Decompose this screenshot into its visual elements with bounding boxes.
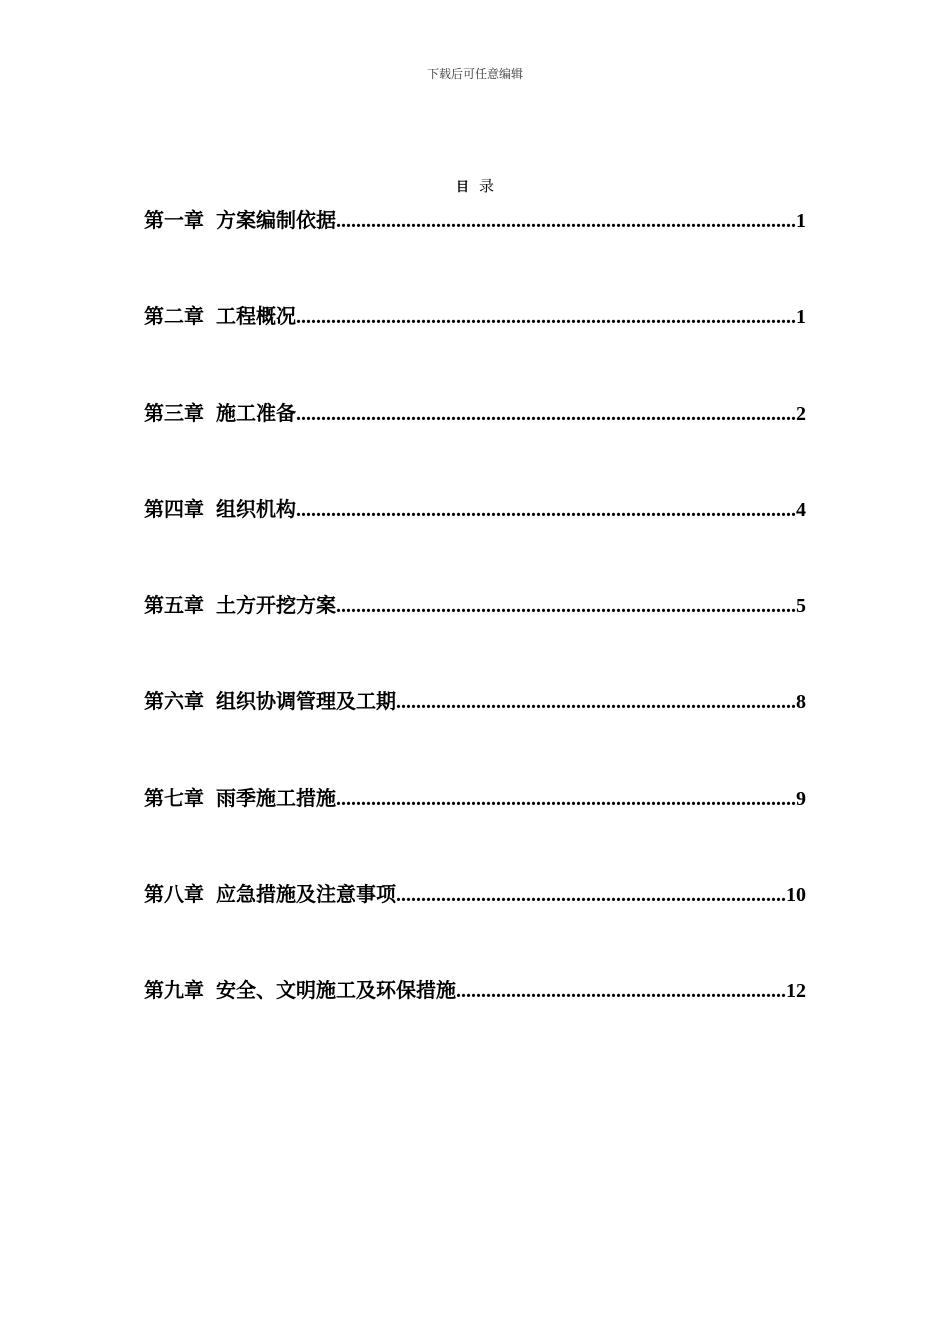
toc-chapter-number: 第八章 — [144, 882, 204, 907]
toc-title-char-1: 目 — [455, 180, 469, 195]
toc-page-number: 2 — [796, 402, 806, 425]
toc-chapter-title: 雨季施工措施 — [216, 785, 336, 810]
toc-chapter-number: 第三章 — [144, 400, 204, 425]
toc-entry-4[interactable] — [144, 495, 806, 591]
toc-entry-8[interactable] — [144, 880, 806, 976]
toc-dot-leader — [396, 881, 786, 909]
toc-chapter-title: 安全、文明施工及环保措施 — [216, 978, 456, 1003]
toc-dot-leader — [296, 496, 796, 524]
toc-chapter-title: 方案编制依据 — [216, 208, 336, 232]
toc-dot-leader — [456, 977, 786, 1005]
toc-entry-6[interactable] — [144, 687, 806, 783]
toc-title — [0, 176, 950, 198]
toc-dot-leader — [396, 688, 796, 716]
toc-dot-leader — [336, 207, 796, 235]
toc-chapter-number: 第九章 — [144, 978, 204, 1003]
toc-dot-leader — [336, 785, 796, 813]
toc-chapter-title: 组织机构 — [216, 496, 296, 521]
toc-page-number: 1 — [796, 210, 806, 232]
toc-chapter-number: 第一章 — [144, 208, 204, 232]
toc-entry-5[interactable] — [144, 591, 806, 687]
toc-page-number: 9 — [796, 787, 806, 810]
toc-chapter-number: 第六章 — [144, 689, 204, 714]
toc-dot-leader — [296, 303, 796, 331]
toc-chapter-number: 第二章 — [144, 304, 204, 329]
toc-entry-7[interactable] — [144, 784, 806, 880]
toc-page-number: 5 — [796, 595, 806, 618]
toc-chapter-title: 土方开挖方案 — [216, 593, 336, 618]
toc-page-number: 12 — [786, 980, 806, 1003]
toc-page-number: 1 — [796, 306, 806, 329]
toc-list — [144, 206, 806, 1073]
toc-chapter-number: 第七章 — [144, 785, 204, 810]
toc-page-number: 10 — [786, 884, 806, 907]
toc-dot-leader — [336, 592, 796, 620]
toc-entry-2[interactable] — [144, 302, 806, 398]
page-header: 下载后可任意编辑 — [426, 67, 523, 81]
toc-chapter-title: 工程概况 — [216, 304, 296, 329]
toc-chapter-number: 第五章 — [144, 593, 204, 618]
toc-dot-leader — [296, 400, 796, 428]
toc-page-number: 8 — [796, 691, 806, 714]
toc-chapter-title: 应急措施及注意事项 — [216, 882, 396, 907]
toc-chapter-number: 第四章 — [144, 496, 204, 521]
toc-title-char-2: 录 — [479, 177, 495, 195]
toc-chapter-title: 施工准备 — [216, 400, 296, 425]
toc-page-number: 4 — [796, 498, 806, 521]
toc-chapter-title: 组织协调管理及工期 — [216, 689, 396, 714]
toc-entry-1[interactable] — [144, 206, 806, 302]
toc-entry-3[interactable] — [144, 399, 806, 495]
toc-entry-9[interactable] — [144, 976, 806, 1072]
